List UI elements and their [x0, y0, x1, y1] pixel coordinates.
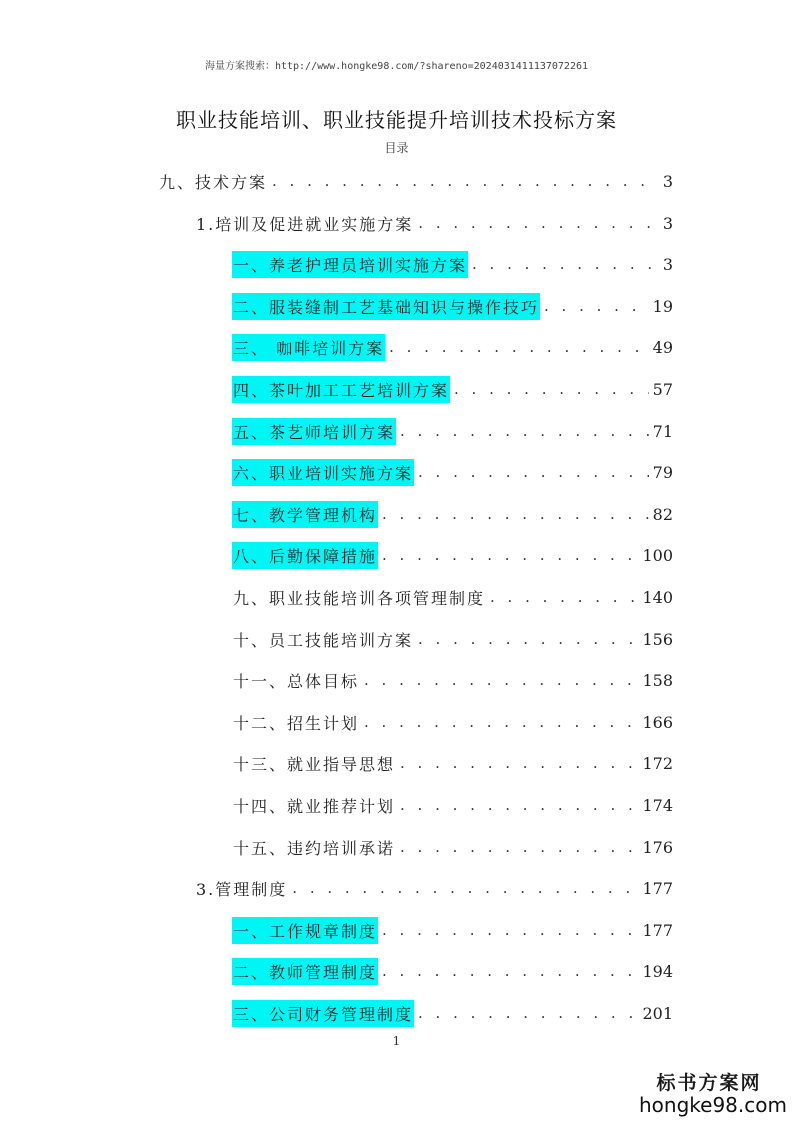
toc-entry[interactable]	[232, 249, 673, 279]
toc-entry-page: 19	[652, 296, 673, 316]
toc-entry[interactable]	[232, 748, 673, 778]
toc-leader-dots	[400, 796, 638, 814]
toc-leader-dots	[389, 338, 649, 356]
toc-leader-dots	[382, 921, 638, 939]
toc-entry-title: 八、后勤保障措施	[232, 542, 378, 569]
toc-entry-title: 四、茶叶加工工艺培训方案	[232, 376, 450, 403]
toc-entry[interactable]	[232, 540, 673, 570]
toc-entry[interactable]	[232, 332, 673, 362]
toc-entry[interactable]	[232, 624, 673, 654]
toc-entry[interactable]	[232, 956, 673, 986]
toc-leader-dots	[418, 463, 649, 481]
toc-entry-title: 一、养老护理员培训实施方案	[232, 251, 468, 278]
toc-entry-title: 二、服装缝制工艺基础知识与操作技巧	[232, 293, 540, 320]
toc-leader-dots	[292, 879, 638, 897]
toc-entry[interactable]	[232, 582, 673, 612]
toc-entry-page: 57	[652, 379, 673, 399]
toc-entry-title: 十三、就业指导思想	[233, 754, 396, 774]
toc-entry-page: 172	[642, 753, 673, 773]
toc-entry-title: 十一、总体目标	[233, 671, 360, 691]
toc-entry-page: 100	[642, 545, 673, 565]
toc-entry-title: 六、职业培训实施方案	[232, 459, 414, 486]
toc-leader-dots	[400, 838, 638, 856]
toc-entry-title: 七、教学管理机构	[232, 501, 378, 528]
toc-entry-page: 174	[642, 795, 673, 815]
toc-entry-title: 九、职业技能培训各项管理制度	[233, 588, 486, 608]
toc-leader-dots	[418, 214, 659, 232]
toc-entry-page: 166	[642, 712, 673, 732]
watermark-domain: hongke98.com	[639, 1093, 787, 1117]
page-number: 1	[392, 1034, 401, 1048]
toc-entry-title: 三、 咖啡培训方案	[232, 334, 385, 361]
toc-entry-page: 176	[642, 837, 673, 857]
toc-entry-title: 五、茶艺师培训方案	[232, 418, 396, 445]
toc-leader-dots	[472, 255, 659, 273]
toc-entry-title: 三、公司财务管理制度	[232, 1000, 414, 1027]
toc-entry-page: 156	[642, 629, 673, 649]
toc-entry-title: 3.管理制度	[196, 879, 288, 899]
toc-entry-title: 九、技术方案	[159, 172, 268, 192]
toc-entry-page: 140	[642, 587, 673, 607]
toc-leader-dots	[490, 588, 638, 606]
toc-leader-dots	[382, 505, 649, 523]
toc-leader-dots	[364, 713, 638, 731]
toc-leader-dots	[272, 172, 659, 190]
toc-entry-page: 177	[642, 878, 673, 898]
toc-entry-page: 3	[662, 254, 673, 274]
toc-entry-page: 177	[642, 920, 673, 940]
toc-leader-dots	[400, 422, 649, 440]
toc-entry-title: 十、员工技能培训方案	[233, 630, 414, 650]
toc-leader-dots	[544, 297, 649, 315]
toc-leader-dots	[454, 380, 649, 398]
toc-entry[interactable]	[232, 291, 673, 321]
toc-entry[interactable]	[195, 873, 673, 903]
watermark-logo	[639, 1068, 787, 1117]
toc-leader-dots	[364, 671, 638, 689]
toc-entry[interactable]	[232, 499, 673, 529]
toc-entry-title: 十五、违约培训承诺	[233, 838, 396, 858]
toc-entry-title: 十四、就业推荐计划	[233, 796, 396, 816]
toc-entry-title: 二、教师管理制度	[232, 958, 378, 985]
toc-entry-title: 十二、招生计划	[233, 713, 360, 733]
toc-leader-dots	[400, 754, 638, 772]
toc-entry-page: 79	[652, 462, 673, 482]
toc-entry-page: 3	[662, 213, 673, 233]
toc-entry-page: 71	[652, 421, 673, 441]
toc-entry[interactable]	[232, 665, 673, 695]
toc-entry-page: 3	[662, 171, 673, 191]
toc-entry-page: 82	[652, 504, 673, 524]
toc-leader-dots	[382, 962, 638, 980]
toc-entry[interactable]	[195, 208, 673, 238]
toc-leader-dots	[418, 1004, 638, 1022]
toc-entry-page: 201	[642, 1003, 673, 1023]
toc-entry-page: 49	[652, 337, 673, 357]
watermark-name: 标书方案网	[656, 1072, 762, 1094]
header-url: 海量方案搜索：http://www.hongke98.com/?shareno=2024031411137072261	[204, 61, 589, 72]
document-title: 职业技能培训、职业技能提升培训技术投标方案	[176, 108, 617, 132]
toc-entry[interactable]	[232, 915, 673, 945]
toc-entry-page: 158	[642, 670, 673, 690]
toc-label: 目录	[384, 141, 409, 155]
toc-entry[interactable]	[158, 166, 673, 196]
toc-entry-title: 1.培训及促进就业实施方案	[196, 214, 414, 234]
toc-entry[interactable]	[232, 790, 673, 820]
toc-entry-page: 194	[642, 961, 673, 981]
toc-leader-dots	[382, 546, 638, 564]
toc-entry[interactable]	[232, 416, 673, 446]
toc-entry[interactable]	[232, 832, 673, 862]
toc-entry[interactable]	[232, 457, 673, 487]
toc-entry[interactable]	[232, 374, 673, 404]
toc-leader-dots	[418, 630, 638, 648]
toc-entry[interactable]	[232, 707, 673, 737]
toc-entry-title: 一、工作规章制度	[232, 917, 378, 944]
toc-entry[interactable]	[232, 998, 673, 1028]
